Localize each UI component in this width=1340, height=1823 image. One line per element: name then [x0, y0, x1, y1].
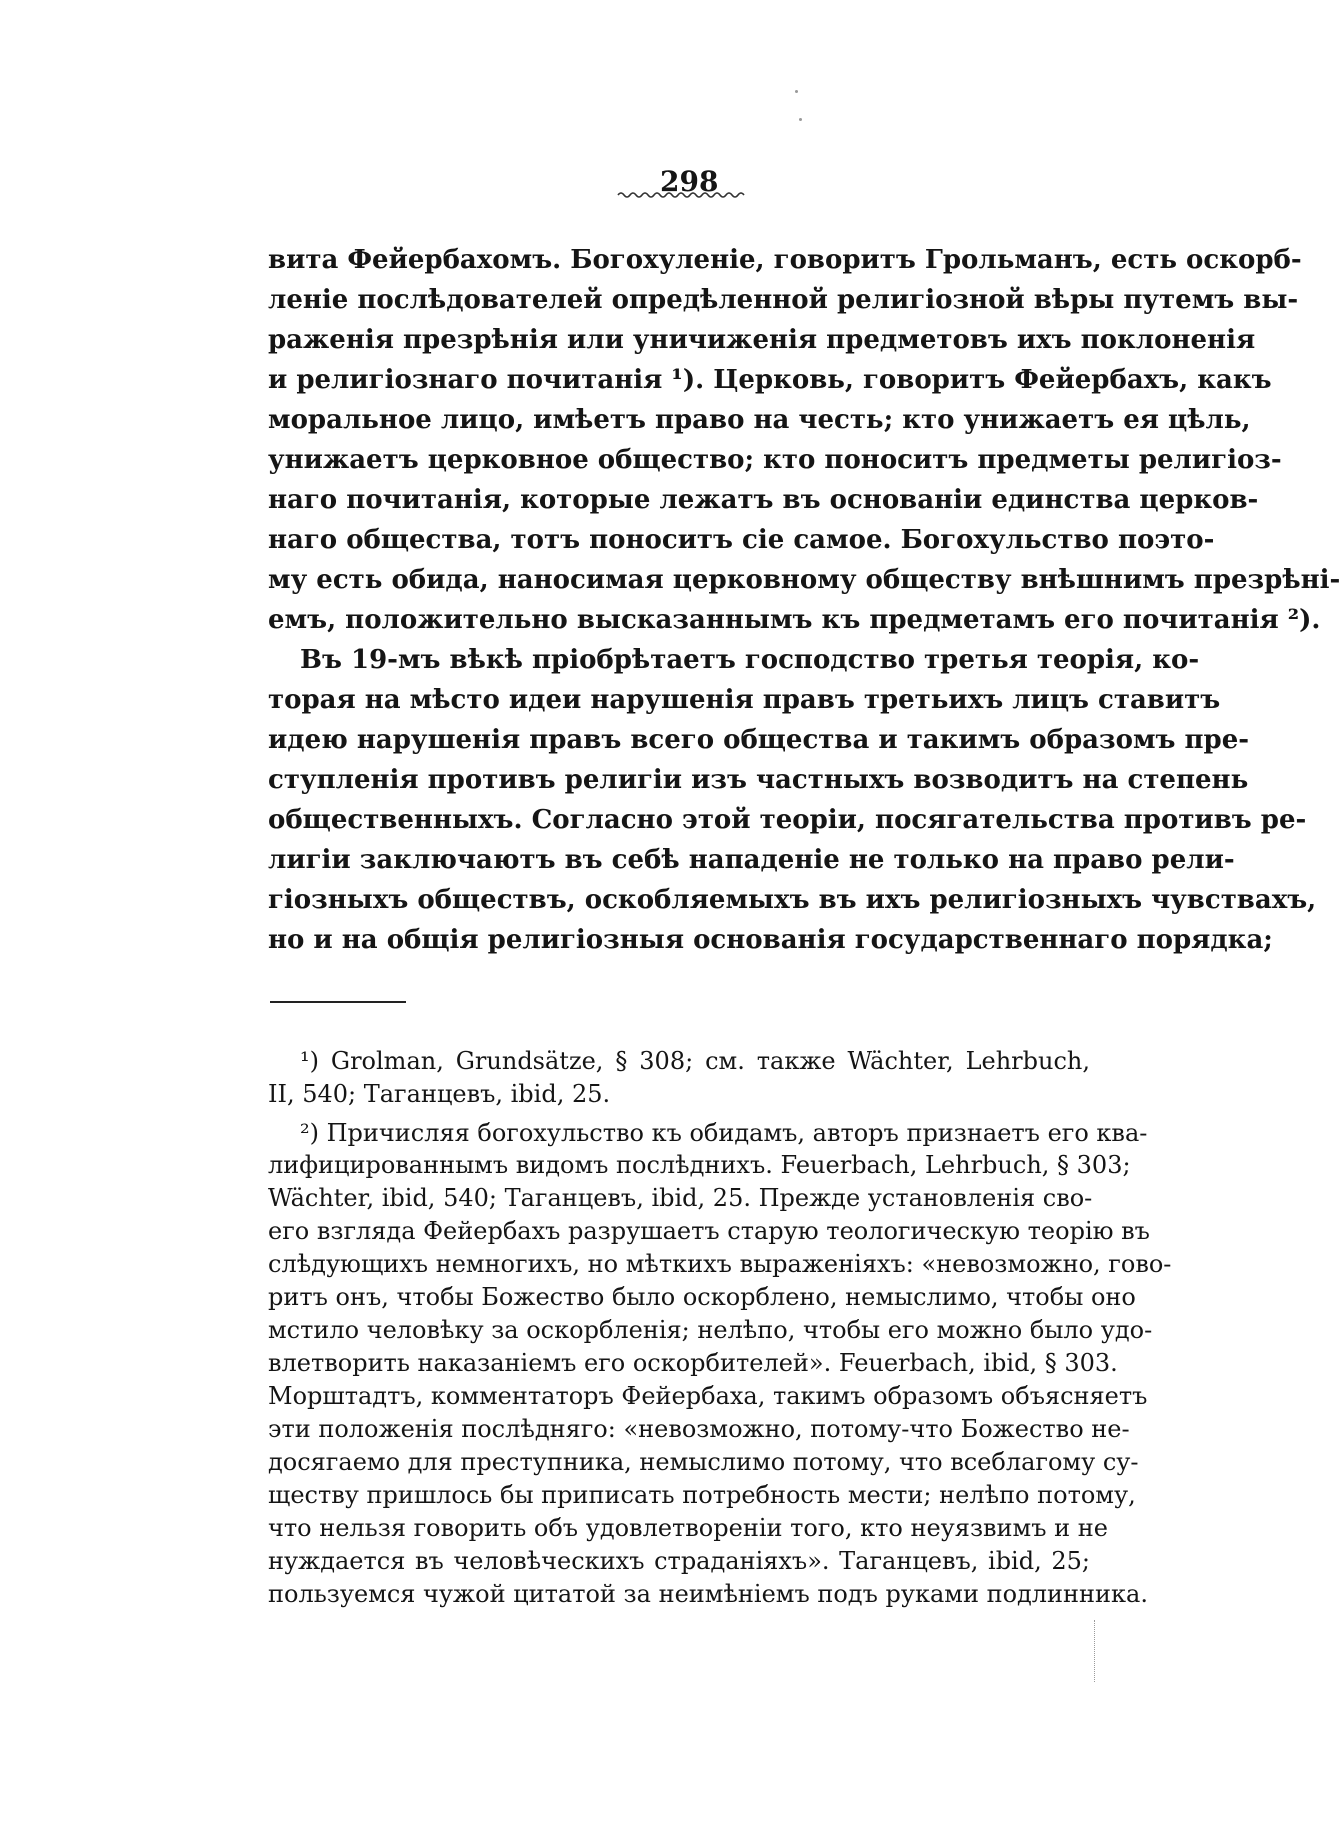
footnote-2-line: пользуемся чужой цитатой за неимѣніемъ подъ руками подлинника. [268, 1580, 1148, 1608]
footnote-2-line: ществу пришлось бы приписать потребность мести; нелѣпо потому, [268, 1481, 1136, 1509]
footnote-2-line: Wächter, ibid, 540; Таганцевъ, ibid, 25. Прежде установленія сво- [268, 1184, 1093, 1212]
body-line: раженія презрѣнія или уничиженія предметовъ ихъ поклоненія [268, 325, 1256, 355]
paragraph-start-line: Въ 19-мъ вѣкѣ пріобрѣтаетъ господство третья теорія, ко- [300, 645, 1200, 675]
scan-speck [799, 118, 802, 121]
page-number-ornament [618, 190, 748, 200]
body-line: но и на общія религіозныя основанія государственнаго порядка; [268, 925, 1273, 955]
body-line: емъ, положительно высказаннымъ къ предметамъ его почитанія ²). [268, 605, 1321, 635]
body-line: торая на мѣсто идеи нарушенія правъ третьихъ лицъ ставитъ [268, 685, 1221, 715]
scan-speck [795, 90, 798, 93]
body-line: наго почитанія, которые лежатъ въ основаніи единства церков- [268, 485, 1259, 515]
footnote-2-line: мстило человѣку за оскорбленія; нелѣпо, чтобы его можно было удо- [268, 1316, 1153, 1344]
footnote-2-line: лифицированнымъ видомъ послѣднихъ. Feuerbach, Lehrbuch, § 303; [268, 1151, 1131, 1179]
footnote-2-line: досягаемо для преступника, немыслимо потому, что всеблагому су- [268, 1448, 1139, 1476]
footnote-2-line: что нельзя говорить объ удовлетвореніи того, кто неуязвимъ и не [268, 1514, 1108, 1542]
footnote-1-line: ¹) Grolman, Grundsätze, § 308; см. также Wächter, Lehrbuch, [300, 1047, 1090, 1075]
body-line: унижаетъ церковное общество; кто поноситъ предметы религіоз- [268, 445, 1282, 475]
body-line: идею нарушенія правъ всего общества и такимъ образомъ пре- [268, 725, 1250, 755]
body-line: му есть обида, наносимая церковному обществу внѣшнимъ презрѣні- [268, 565, 1340, 595]
body-line: и религіознаго почитанія ¹). Церковь, говоритъ Фейербахъ, какъ [268, 365, 1272, 395]
body-line: вита Фейербахомъ. Богохуленіе, говоритъ Грольманъ, есть оскорб- [268, 245, 1302, 275]
footnote-separator [270, 1001, 406, 1003]
footnote-2-line: его взгляда Фейербахъ разрушаетъ старую теологическую теорію въ [268, 1217, 1150, 1245]
body-line: наго общества, тотъ поноситъ сіе самое. Богохульство поэто- [268, 525, 1215, 555]
footnote-2-line: ²) Причисляя богохульство къ обидамъ, авторъ признаетъ его ква- [300, 1119, 1148, 1147]
body-line: общественныхъ. Согласно этой теоріи, посягательства противъ ре- [268, 805, 1307, 835]
footnote-2-line: ритъ онъ, чтобы Божество было оскорблено, немыслимо, чтобы оно [268, 1283, 1136, 1311]
page-number: 298 [660, 165, 719, 198]
body-line: ступленія противъ религіи изъ частныхъ возводитъ на степень [268, 765, 1249, 795]
body-line: гіозныхъ обществъ, оскобляемыхъ въ ихъ религіозныхъ чувствахъ, [268, 885, 1317, 915]
footnote-2-line: слѣдующихъ немногихъ, но мѣткихъ выраженіяхъ: «невозможно, гово- [268, 1250, 1172, 1278]
footnote-2-line: Морштадтъ, комментаторъ Фейербаха, такимъ образомъ объясняетъ [268, 1382, 1148, 1410]
footnote-2-line: эти положенія послѣдняго: «невозможно, потому-что Божество не- [268, 1415, 1130, 1443]
body-line: лигіи заключаютъ въ себѣ нападеніе не только на право рели- [268, 845, 1235, 875]
body-line: леніе послѣдователей опредѣленной религіозной вѣры путемъ вы- [268, 285, 1299, 315]
footnote-2-line: нуждается въ человѣческихъ страданіяхъ». Таганцевъ, ibid, 25; [268, 1547, 1090, 1575]
scan-margin-mark [1094, 1620, 1097, 1682]
footnote-1-line: II, 540; Таганцевъ, ibid, 25. [268, 1080, 611, 1108]
body-line: моральное лицо, имѣетъ право на честь; кто унижаетъ ея цѣль, [268, 405, 1251, 435]
footnote-2-line: влетворить наказаніемъ его оскорбителей». Feuerbach, ibid, § 303. [268, 1349, 1118, 1377]
